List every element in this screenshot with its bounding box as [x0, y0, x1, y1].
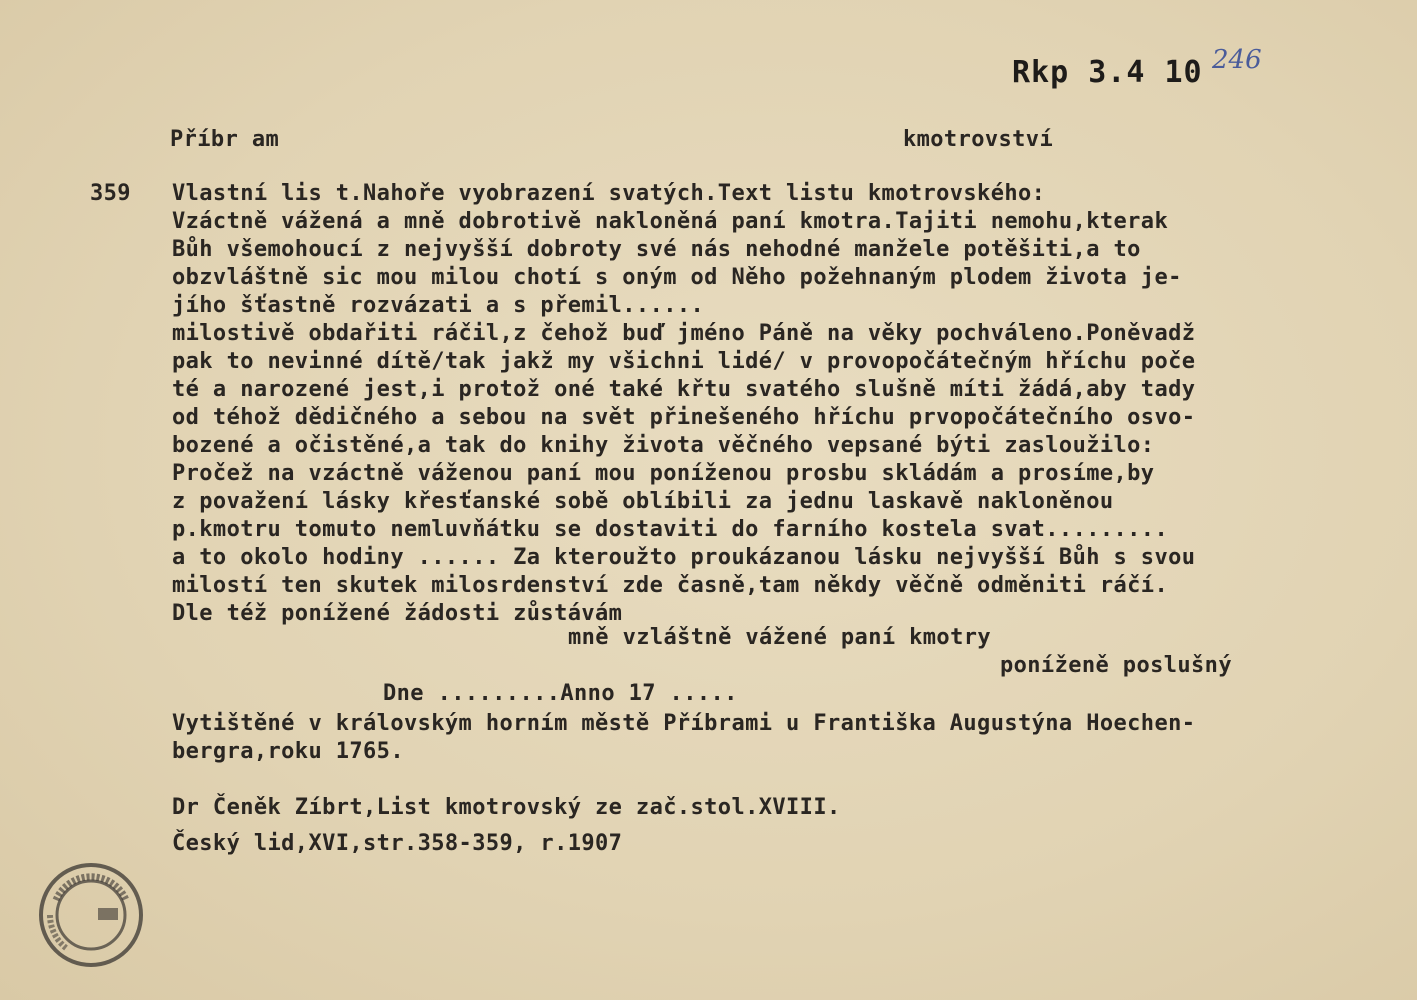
- text-line: Dle též ponížené žádosti zůstávám: [172, 601, 623, 626]
- subject-heading: kmotrovství: [903, 127, 1054, 152]
- text-line: Bůh všemohoucí z nejvyšší dobroty své nás nehodné manžele potěšiti,a to: [172, 237, 1141, 262]
- text-line: od téhož dědičného a sebou na svět přinešeného hříchu prvopočátečního osvo-: [172, 405, 1196, 430]
- text-line: milostí ten skutek milosrdenství zde časně,tam někdy věčně odměniti ráčí.: [172, 573, 1169, 598]
- text-line: milostivě obdařiti ráčil,z čehož buď jméno Páně na věky pochváleno.Poněvadž: [172, 321, 1196, 346]
- source-line: Český lid,XVI,str.358-359, r.1907: [172, 831, 623, 856]
- text-line: té a narozené jest,i protož oné také křtu svatého slušně míti žádá,aby tady: [172, 377, 1196, 402]
- text-line: bozené a očistěné,a tak do knihy života věčného vepsané býti zasloužilo:: [172, 433, 1155, 458]
- text-line: obzvláštně sic mou milou chotí s oným od Něho požehnaným plodem života je-: [172, 265, 1182, 290]
- text-line: Vzáctně vážená a mně dobrotivě nakloněná paní kmotra.Tajiti nemohu,kterak: [172, 209, 1169, 234]
- text-line: jího šťastně rozvázati a s přemil......: [172, 293, 705, 318]
- text-line: z považení lásky křesťanské sobě oblíbili za jednu laskavě nakloněnou: [172, 489, 1114, 514]
- closing-salutation: mně vzláštně vážené paní kmotry: [568, 625, 991, 650]
- text-line: Vlastní lis t.Nahoře vyobrazení svatých.Text listu kmotrovského:: [172, 181, 1046, 206]
- imprint-line: bergra,roku 1765.: [172, 739, 404, 764]
- entry-number: 359: [90, 181, 131, 206]
- text-line: pak to nevinné dítě/tak jakž my všichni lidé/ v provopočátečným hříchu poče: [172, 349, 1196, 374]
- location-heading: Příbr am: [170, 127, 280, 152]
- call-number-handwritten: 246: [1212, 45, 1262, 75]
- imprint-line: Vytištěné v královským horním městě Příbrami u Františka Augustýna Hoechen-: [172, 711, 1196, 736]
- text-line: Pročež na vzáctně váženou paní mou poníženou prosbu skládám a prosíme,by: [172, 461, 1155, 486]
- closing-date: Dne .........Anno 17 .....: [383, 681, 738, 706]
- closing-signature: poníženě poslušný: [1000, 653, 1232, 678]
- source-line: Dr Čeněk Zíbrt,List kmotrovský ze zač.stol.XVIII.: [172, 795, 841, 820]
- call-number-typed: Rkp 3.4 10: [1012, 55, 1203, 90]
- text-line: a to okolo hodiny ...... Za kteroužto proukázanou lásku nejvyšší Bůh s svou: [172, 545, 1196, 570]
- archive-stamp: [36, 860, 146, 970]
- text-line: p.kmotru tomuto nemluvňátku se dostaviti do farního kostela svat.........: [172, 517, 1169, 542]
